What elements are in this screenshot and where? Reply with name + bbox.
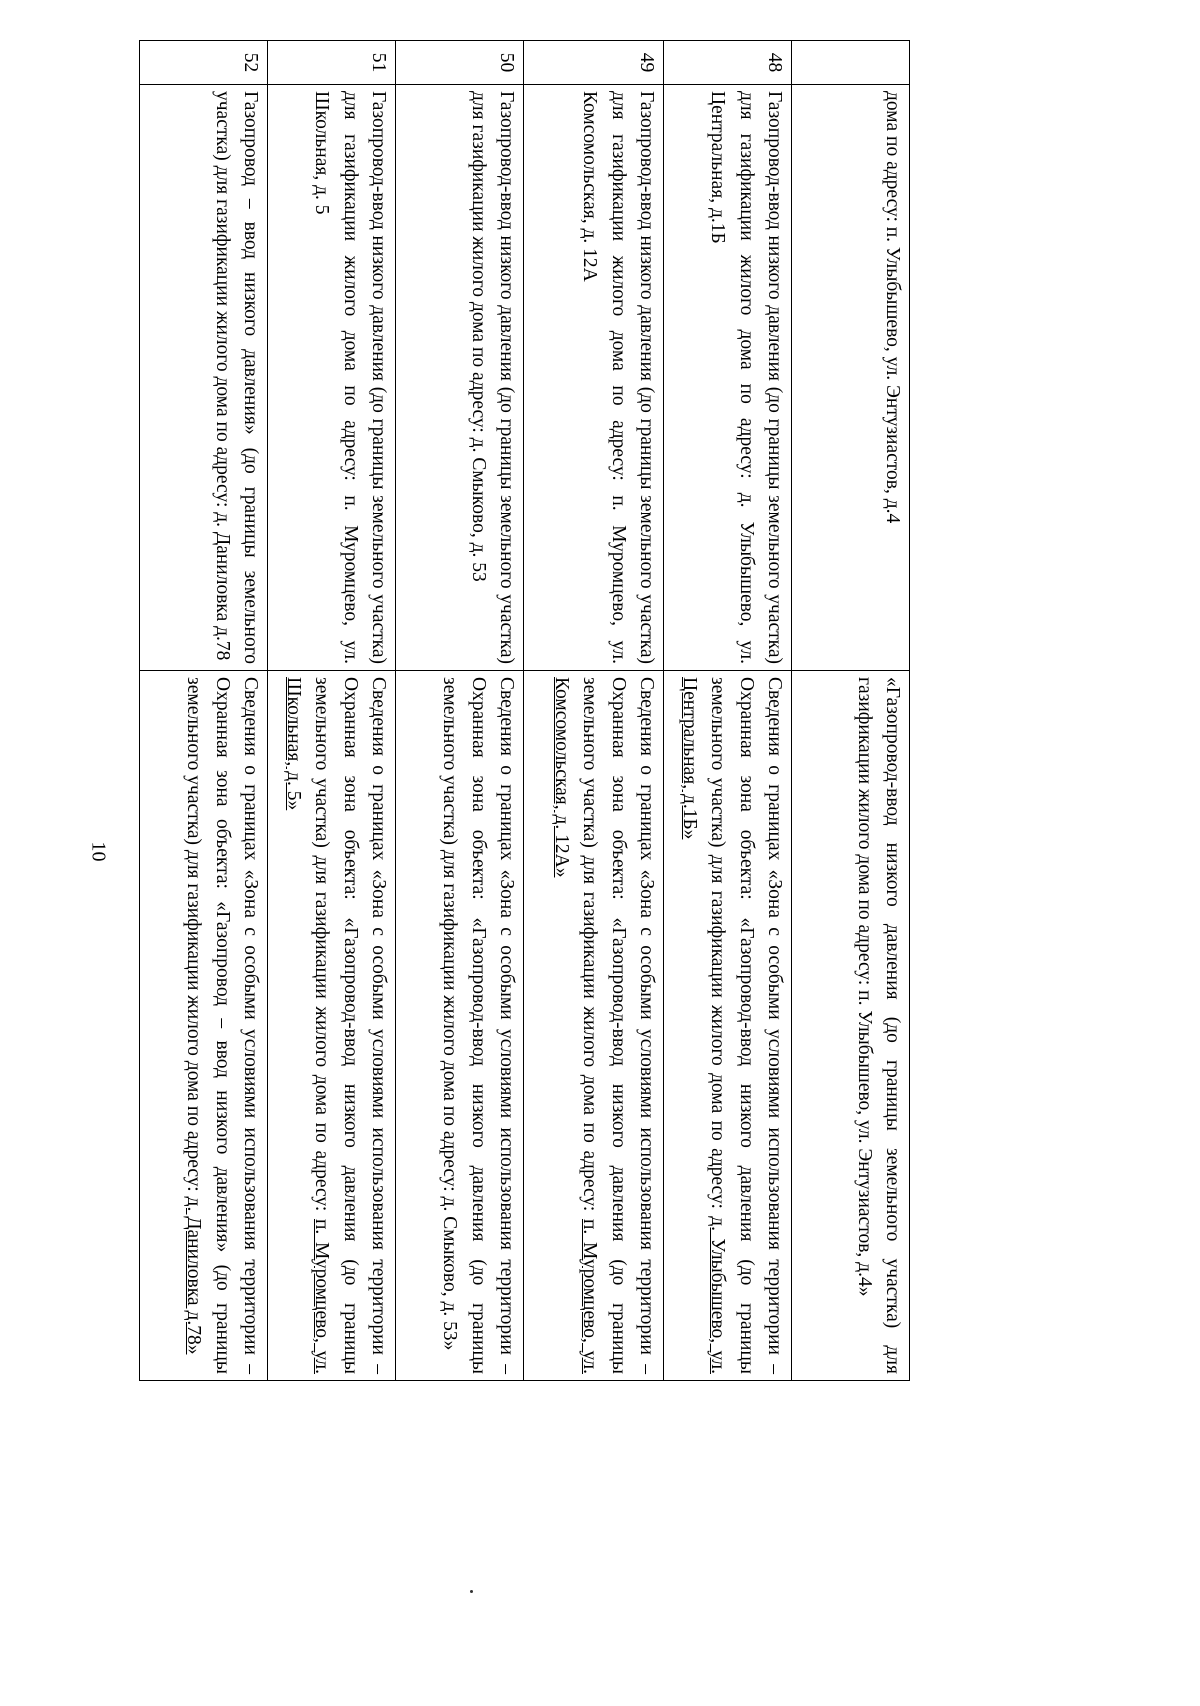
row-number: 49 [524,41,664,85]
row-number: 52 [140,41,268,85]
zone-info-address: п. Муромцево, ул. Комсомольская, д. 12А» [551,677,601,1375]
zone-info-text: Сведения о границах «Зона с особыми условиями использования территории – Охранная зона объекта: «Газопровод-ввод низкого давления (до границы земельного участка) для газификации жилого дома по адресу: [579,677,657,1374]
table-row [140,41,268,1381]
zone-info [268,671,396,1381]
object-description: Газопровод – ввод низкого давления» (до границы земельного участка) для газификации жилого дома по адресу: д. Даниловка д.78 [140,85,268,671]
table-row [396,41,524,1381]
scan-speck [470,1590,473,1593]
table-row [524,41,664,1381]
zone-info [664,671,792,1381]
table-row [792,41,910,1381]
row-number: 51 [268,41,396,85]
registry-table [139,40,910,1381]
zone-info-text: Сведения о границах «Зона с особыми условиями использования территории – Охранная зона объекта: «Газопровод-ввод низкого давления (до границы земельного участка) для газификации жилого дома по адресу: [311,677,389,1374]
zone-info: Сведения о границах «Зона с особыми условиями использования территории – Охранная зона объекта: «Газопровод-ввод низкого давления (до границы земельного участка) для газификации жилого дома по адресу: д. Смыково, д. 53» [396,671,524,1381]
zone-info-text: Сведения о границах «Зона с особыми условиями использования территории – Охранная зона объекта: «Газопровод – ввод низкого давления» (до границы земельного участка) для газификации жилого дома по адресу: [183,677,261,1374]
zone-info-address: д. Улыбышево, ул. Центральная, д.1Б» [679,677,729,1374]
rotated-table-wrapper [140,40,910,1380]
object-description: Газопровод-ввод низкого давления (до границы земельного участка) для газификации жилого дома по адресу: п. Муромцево, ул. Школьная, д. 5 [268,85,396,671]
zone-info-address: д. Даниловка д.78» [183,1196,205,1355]
object-description: дома по адресу: п. Улыбышево, ул. Энтузиастов, д.4 [792,85,910,671]
row-number: 48 [664,41,792,85]
object-description: Газопровод-ввод низкого давления (до границы земельного участка) для газификации жилого дома по адресу: д. Смыково, д. 53 [396,85,524,671]
table-row [664,41,792,1381]
object-description: Газопровод-ввод низкого давления (до границы земельного участка) для газификации жилого дома по адресу: д. Улыбышево, ул. Центральная, д.1Б [664,85,792,671]
row-number: 50 [396,41,524,85]
zone-info [140,671,268,1381]
row-number [792,41,910,85]
zone-info [524,671,664,1381]
table-row [268,41,396,1381]
zone-info-text: Сведения о границах «Зона с особыми условиями использования территории – Охранная зона объекта: «Газопровод-ввод низкого давления (до границы земельного участка) для газификации жилого дома по адресу: [707,677,785,1374]
zone-info: «Газопровод-ввод низкого давления (до границы земельного участка) для газификации жилого дома по адресу: п. Улыбышево, ул. Энтузиастов, д.4» [792,671,910,1381]
object-description: Газопровод-ввод низкого давления (до границы земельного участка) для газификации жилого дома по адресу: п. Муромцево, ул. Комсомольская, д. 12А [524,85,664,671]
zone-info-address: п. Муромцево, ул. Школьная, д. 5» [283,677,333,1375]
rotated-page [140,40,910,1380]
page-number: 10 [87,841,110,862]
